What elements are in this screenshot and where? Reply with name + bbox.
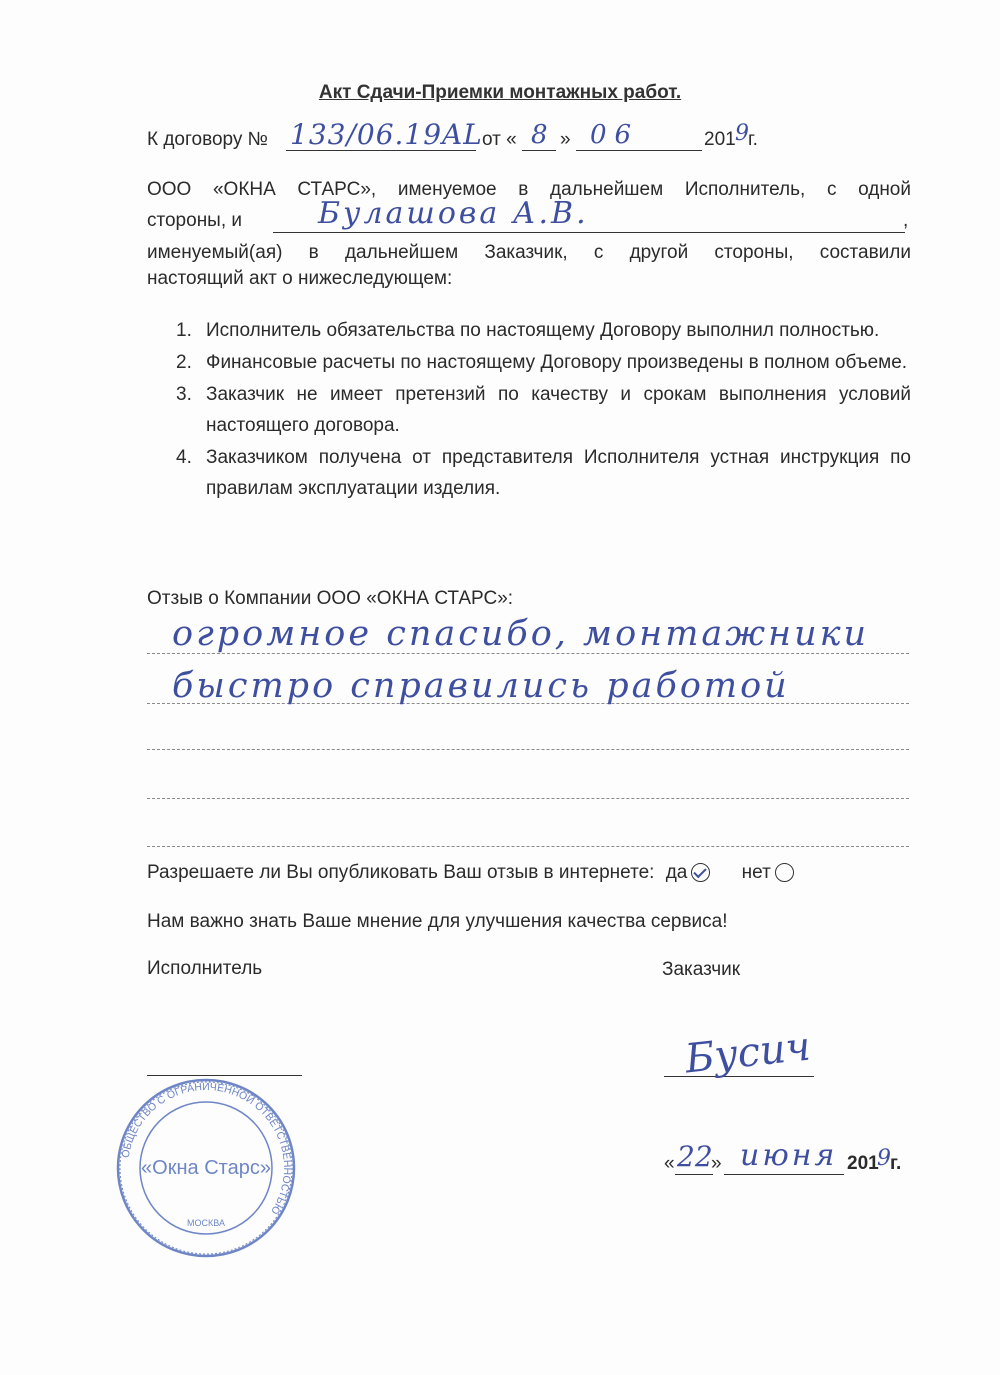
list-item — [176, 347, 911, 378]
publish-no-radio[interactable] — [775, 863, 794, 882]
stamp-city: МОСКВА — [187, 1218, 225, 1228]
client-name-underline — [273, 232, 905, 233]
contract-number: 133/06.19AL — [290, 118, 483, 151]
list-item — [176, 442, 911, 504]
contract-month: 06 — [590, 120, 640, 150]
contract-year-hand: 9 — [735, 121, 749, 146]
parties-line-1-text: ООО «ОКНА СТАРС», именуемое в дальнейшем Исполнитель, с одной — [147, 179, 911, 200]
review-line-5 — [147, 846, 909, 847]
contract-day: 8 — [531, 120, 548, 150]
list-item-text: Заказчик не имеет претензий по качеству и срокам выполнения условий настоящего договора. — [206, 384, 911, 436]
client-name: Булашова А.В. — [318, 196, 589, 231]
document-title: Акт Сдачи-Приемки монтажных работ. — [318, 82, 682, 103]
executor-label: Исполнитель — [147, 958, 263, 979]
publish-yes-radio[interactable] — [691, 863, 710, 882]
review-line-3 — [147, 749, 909, 750]
contract-year-prefix: 201 — [704, 129, 736, 150]
customer-signature: Бусич — [682, 1023, 813, 1083]
review-label: Отзыв о Компании ООО «ОКНА СТАРС»: — [147, 588, 514, 609]
publish-yes-label: да — [665, 862, 688, 883]
contract-prefix: К договору № — [147, 129, 269, 150]
contract-month-underline — [576, 150, 702, 151]
publish-question: Разрешаете ли Вы опубликовать Ваш отзыв в интернете: — [147, 862, 655, 883]
review-text-1: огромное спасибо, монтажники — [172, 614, 870, 654]
list-item-number: 2. — [176, 352, 192, 373]
parties-line-4: настоящий акт о нижеследующем: — [147, 268, 453, 289]
contract-from-label: от « — [482, 129, 517, 150]
review-text-2: быстро справились работой — [172, 666, 790, 706]
executor-signature-line — [147, 1075, 302, 1076]
list-item-text: Финансовые расчеты по настоящему Договору произведены в полном объеме. — [206, 352, 908, 373]
date-year-hand: 9 — [877, 1146, 891, 1171]
feedback-note: Нам важно знать Ваше мнение для улучшения качества сервиса! — [147, 911, 728, 932]
publish-question-row — [147, 862, 794, 884]
stamp-center-text: «Окна Старс» — [141, 1157, 271, 1179]
contract-day-close: » — [560, 129, 571, 150]
contract-day-underline — [522, 150, 556, 151]
date-year-suffix: г. — [890, 1153, 902, 1174]
company-stamp — [113, 1078, 299, 1258]
list-item-number: 3. — [176, 384, 192, 405]
parties-line-3-text: именуемый(ая) в дальнейшем Заказчик, с другой стороны, составили — [147, 242, 911, 263]
list-item-number: 1. — [176, 320, 192, 341]
parties-line-2-suffix: , — [903, 210, 909, 231]
parties-line-3 — [147, 237, 911, 268]
list-item-text: Заказчиком получена от представителя Исполнителя устная инструкция по правилам эксплуатации изделия. — [206, 447, 911, 499]
date-year-prefix: 201 — [847, 1153, 879, 1174]
list-item — [176, 315, 911, 346]
customer-label: Заказчик — [662, 959, 741, 980]
stamp-ring-text: ОБЩЕСТВО С ОГРАНИЧЕННОЙ ОТВЕТСТВЕННОСТЬЮ — [119, 1080, 294, 1217]
review-line-4 — [147, 798, 909, 799]
terms-list — [176, 315, 911, 505]
date-month: июня — [740, 1138, 838, 1173]
contract-year-suffix: г. — [748, 129, 758, 150]
publish-no-label: нет — [741, 862, 771, 883]
date-open: « — [664, 1153, 675, 1174]
list-item — [176, 379, 911, 441]
list-item-text: Исполнитель обязательства по настоящему Договору выполнил полностью. — [206, 320, 880, 341]
date-day: 22 — [677, 1140, 713, 1173]
list-item-number: 4. — [176, 447, 192, 468]
date-close: » — [711, 1153, 722, 1174]
date-month-underline — [724, 1174, 844, 1175]
date-day-underline — [675, 1174, 713, 1175]
parties-line-2-prefix: стороны, и — [147, 210, 243, 231]
